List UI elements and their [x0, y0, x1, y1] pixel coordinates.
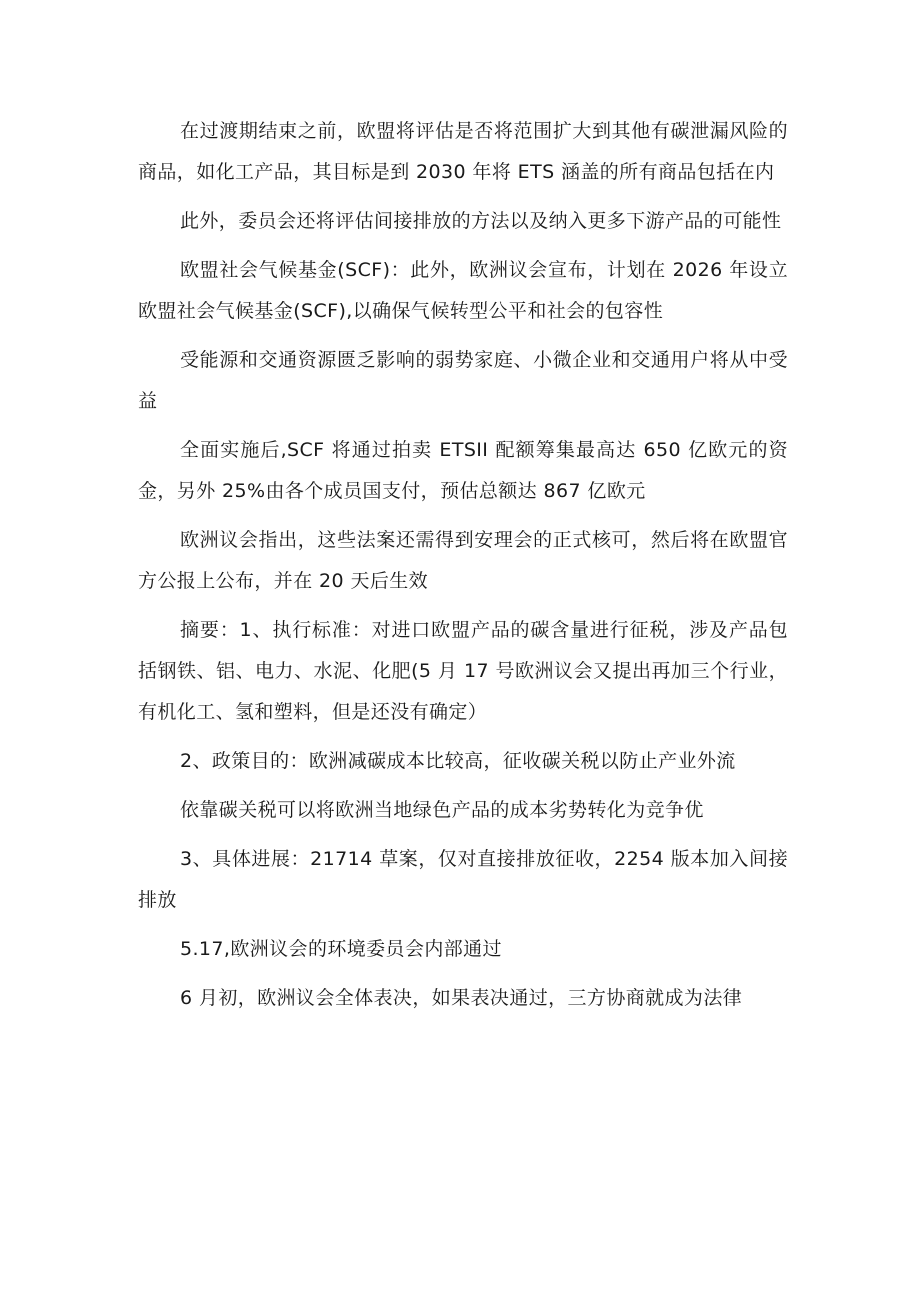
- paragraph-10: 3、具体进展：21714 草案，仅对直接排放征收，2254 版本加入间接排放: [138, 848, 788, 911]
- paragraph-3: 欧盟社会气候基金(SCF)：此外，欧洲议会宣布，计划在 2026 年设立欧盟社会气候基金(SCF),以确保气候转型公平和社会的包容性: [138, 259, 788, 322]
- paragraph-5: 全面实施后,SCF 将通过拍卖 ETSII 配额筹集最高达 650 亿欧元的资金，另外 25%由各个成员国支付，预估总额达 867 亿欧元: [138, 439, 788, 502]
- paragraph-9: 依靠碳关税可以将欧洲当地绿色产品的成本劣势转化为竞争优: [180, 799, 704, 821]
- paragraph-12: 6 月初，欧洲议会全体表决，如果表决通过，三方协商就成为法律: [180, 987, 743, 1009]
- paragraph-4: 受能源和交通资源匮乏影响的弱势家庭、小微企业和交通用户将从中受益: [138, 349, 788, 412]
- paragraph-2: 此外，委员会还将评估间接排放的方法以及纳入更多下游产品的可能性: [180, 210, 782, 232]
- paragraph-7: 摘要：1、执行标准：对进口欧盟产品的碳含量进行征税，涉及产品包括钢铁、铝、电力、水泥、化肥(5 月 17 号欧洲议会又提出再加三个行业，有机化工、氢和塑料，但是还没有确定）: [138, 619, 788, 723]
- paragraph-1: 在过渡期结束之前，欧盟将评估是否将范围扩大到其他有碳泄漏风险的商品，如化工产品，其目标是到 2030 年将 ETS 涵盖的所有商品包括在内: [138, 120, 788, 183]
- paragraph-6: 欧洲议会指出，这些法案还需得到安理会的正式核可，然后将在欧盟官方公报上公布，并在 20 天后生效: [138, 529, 788, 592]
- paragraph-11: 5.17,欧洲议会的环境委员会内部通过: [180, 938, 502, 960]
- document-body: [138, 111, 788, 1019]
- paragraph-8: 2、政策目的：欧洲减碳成本比较高，征收碳关税以防止产业外流: [180, 750, 736, 772]
